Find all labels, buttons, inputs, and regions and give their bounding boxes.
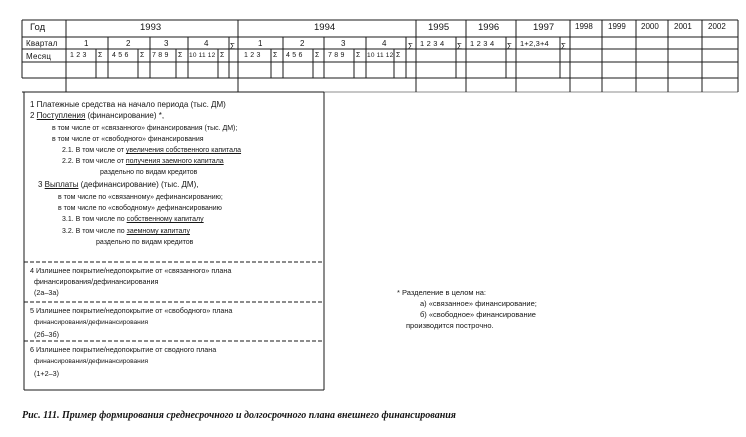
header-month-label: Месяц: [26, 52, 52, 61]
footnote-title: * Разделение в целом на:: [397, 288, 487, 297]
q1996: 1 2 3 4: [470, 39, 495, 48]
footnote-a: а) «связанное» финансирование;: [420, 299, 537, 308]
year-1994: 1994: [314, 22, 336, 33]
row-2-receipts: 2 Поступления (финансирование) *,: [30, 111, 165, 120]
row-3-1: 3.1. В том числе по собственному капиталу: [62, 216, 204, 223]
m1994-q1: 1 2 3: [244, 52, 261, 59]
m1993-q4-sum: Σ: [220, 52, 225, 59]
q1994-2: 2: [300, 39, 305, 48]
m1994-q4-sum: Σ: [396, 52, 401, 59]
row-2b: в том числе от «свободного» финансирования: [52, 136, 204, 143]
row-2-1: 2.1. В том числе от увеличения собственного капитала: [62, 147, 242, 154]
q1995: 1 2 3 4: [420, 39, 445, 48]
row-6-sub: финансирования/дефинансирования: [34, 358, 149, 365]
row-1-cash-start: 1 Платежные средства на начало периода (тыс. ДМ): [30, 100, 226, 109]
row-6-formula: (1+2–3): [34, 369, 59, 378]
q1994-1: 1: [258, 39, 263, 48]
year-1995: 1995: [428, 22, 450, 33]
year-1998: 1998: [575, 22, 593, 31]
q1993-2: 2: [126, 39, 131, 48]
row-2-2: 2.2. В том числе от получения заемного капитала: [62, 158, 224, 165]
row-4-formula: (2а–3а): [34, 288, 59, 297]
figure-caption: Рис. 111. Пример формирования среднесрочного и долгосрочного плана внешнего финансирования: [22, 410, 456, 421]
sigma-1996: Σ: [507, 42, 513, 51]
row-4-sub: финансирования/дефинансирования: [34, 277, 159, 286]
m1993-q2-sum: Σ: [140, 52, 145, 59]
sigma-1993: Σ: [230, 42, 236, 51]
q1994-4: 4: [382, 39, 387, 48]
row-2-credit-types: раздельно по видам кредитов: [100, 169, 198, 176]
footnote-note: производится построчно.: [406, 321, 494, 330]
row-4-title: 4 Излишнее покрытие/недопокрытие от «связанного» плана: [30, 266, 232, 275]
header-quarter-label: Квартал: [26, 39, 58, 48]
row-6-title: 6 Излишнее покрытие/недопокрытие от сводного плана: [30, 345, 217, 354]
m1994-q4: 10 11 12: [367, 52, 394, 59]
m1993-q2: 4 5 6: [112, 52, 129, 59]
q1997: 1+2,3+4: [520, 39, 549, 48]
m1994-q1-sum: Σ: [273, 52, 278, 59]
m1993-q4: 10 11 12: [189, 52, 216, 59]
sigma-1997: Σ: [561, 42, 567, 51]
row-3a: в том числе по «связанному» дефинансированию;: [58, 194, 223, 201]
row-5-sub: финансирования/дефинансирования: [34, 319, 149, 326]
year-1993: 1993: [140, 22, 162, 33]
row-5-formula: (2б–3б): [34, 330, 60, 339]
row-2a: в том числе от «связанного» финансирования (тыс. ДМ);: [52, 125, 238, 132]
m1994-q2: 4 5 6: [286, 52, 303, 59]
m1994-q3: 7 8 9: [328, 52, 345, 59]
header-year-label: Год: [30, 22, 46, 33]
row-5-title: 5 Излишнее покрытие/недопокрытие от «свободного» плана: [30, 306, 233, 315]
year-1996: 1996: [478, 22, 500, 33]
year-2000: 2000: [641, 22, 659, 31]
m1993-q3-sum: Σ: [178, 52, 183, 59]
q1993-3: 3: [164, 39, 169, 48]
year-1997: 1997: [533, 22, 555, 33]
row-3b: в том числе по «свободному» дефинансированию: [58, 205, 222, 212]
year-2001: 2001: [674, 22, 692, 31]
m1993-q3: 7 8 9: [152, 52, 169, 59]
year-1999: 1999: [608, 22, 626, 31]
footnote-b: б) «свободное» финансирование: [420, 310, 536, 319]
q1994-3: 3: [341, 39, 346, 48]
row-3-credit-types: раздельно по видам кредитов: [96, 239, 194, 246]
sigma-1994: Σ: [408, 42, 414, 51]
sigma-1995: Σ: [457, 42, 463, 51]
q1993-4: 4: [204, 39, 209, 48]
q1993-1: 1: [84, 39, 89, 48]
m1993-q1: 1 2 3: [70, 52, 87, 59]
m1994-q2-sum: Σ: [315, 52, 320, 59]
m1994-q3-sum: Σ: [356, 52, 361, 59]
m1993-q1-sum: Σ: [98, 52, 103, 59]
year-2002: 2002: [708, 22, 726, 31]
row-3-payments: 3 Выплаты (дефинансирование) (тыс. ДМ),: [38, 180, 199, 189]
row-3-2: 3.2. В том числе по заемному капиталу: [62, 228, 190, 235]
